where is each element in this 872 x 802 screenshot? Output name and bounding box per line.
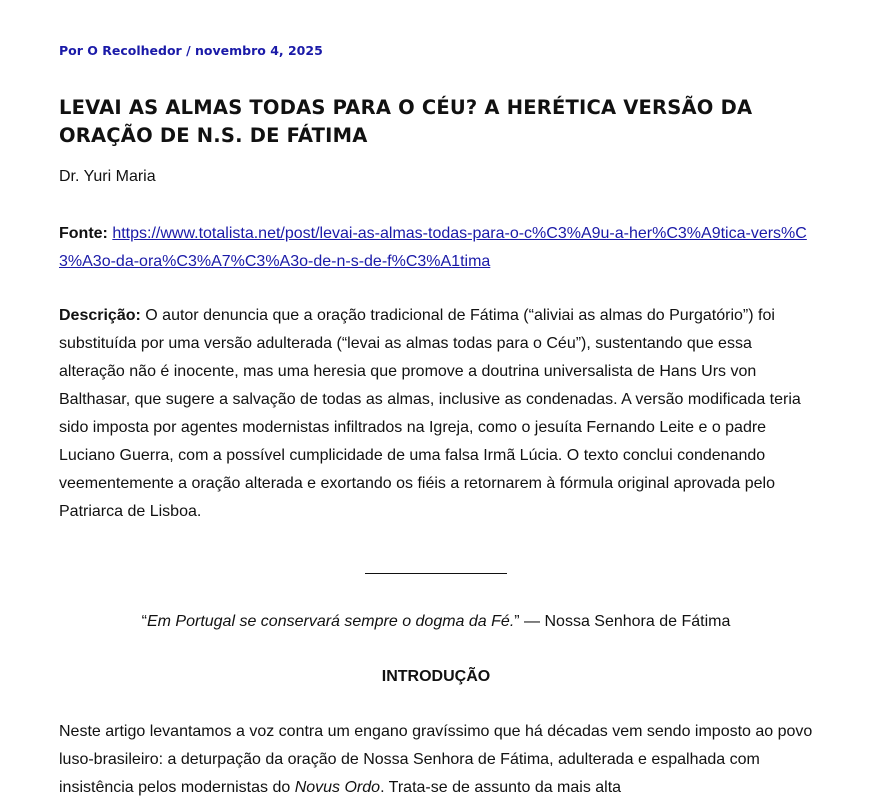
section-divider [365, 573, 507, 574]
source-label: Fonte: [59, 225, 108, 242]
intro-paragraph [59, 718, 819, 802]
article-title: LEVAI AS ALMAS TODAS PARA O CÉU? A HERÉTICA VERSÃO DA ORAÇÃO DE N.S. DE FÁTIMA [59, 96, 753, 147]
author-link[interactable]: O Recolhedor [87, 43, 182, 58]
intro-text-2: . Trata-se de assunto da mais alta [380, 779, 622, 796]
source-link[interactable]: https://www.totalista.net/post/levai-as-almas-todas-para-o-c%C3%A9u-a-her%C3%A9tica-vers%C3%A3o-da-ora%C3%A7%C3%A3o-de-n-s-de-f%C3%A1tima [59, 225, 807, 270]
description-paragraph [59, 302, 819, 526]
description-label: Descrição: [59, 307, 141, 324]
meta-separator: / [181, 43, 195, 58]
quote-attribution: ” — Nossa Senhora de Fátima [514, 613, 731, 630]
intro-text-1: Neste artigo levantamos a voz contra um engano gravíssimo que há décadas vem sendo imposto ao povo luso-brasileiro: a deturpação da oração de Nossa Senhora de Fátima, adulterada e espalhada com insistência pelos modernistas do [59, 723, 813, 796]
meta-prefix: Por [59, 43, 88, 58]
article-author: Dr. Yuri Maria [59, 168, 156, 185]
date-link[interactable]: novembro 4, 2025 [195, 43, 323, 58]
intro-italic: Novus Ordo [294, 779, 381, 796]
section-heading: INTRODUÇÃO [381, 668, 491, 685]
description-text: O autor denuncia que a oração tradicional de Fátima (“aliviai as almas do Purgatório”) foi substituída por uma versão adulterada (“levai as almas todas para o Céu”), sustentando que essa alteração não é inocente, mas uma heresia que promove a doutrina universalista de Hans Urs von Balthasar, que sugere a salvação de todas as almas, inclusive as condenadas. A versão modificada teria sido imposta por agentes modernistas infiltrados na Igreja, como o jesuíta Fernando Leite e o padre Luciano Guerra, com a possível cumplicidade de uma falsa Irmã Lúcia. O texto conclui condenando veementemente a oração alterada e exortando os fiéis a retornarem à fórmula original aprovada pelo Patriarca de Lisboa. [59, 307, 801, 520]
quote-open-mark: “ [141, 613, 147, 630]
epigraph-quote [59, 610, 813, 634]
quote-text: Em Portugal se conservará sempre o dogma da Fé. [146, 613, 515, 630]
source-line [59, 220, 819, 276]
post-meta [59, 43, 323, 58]
